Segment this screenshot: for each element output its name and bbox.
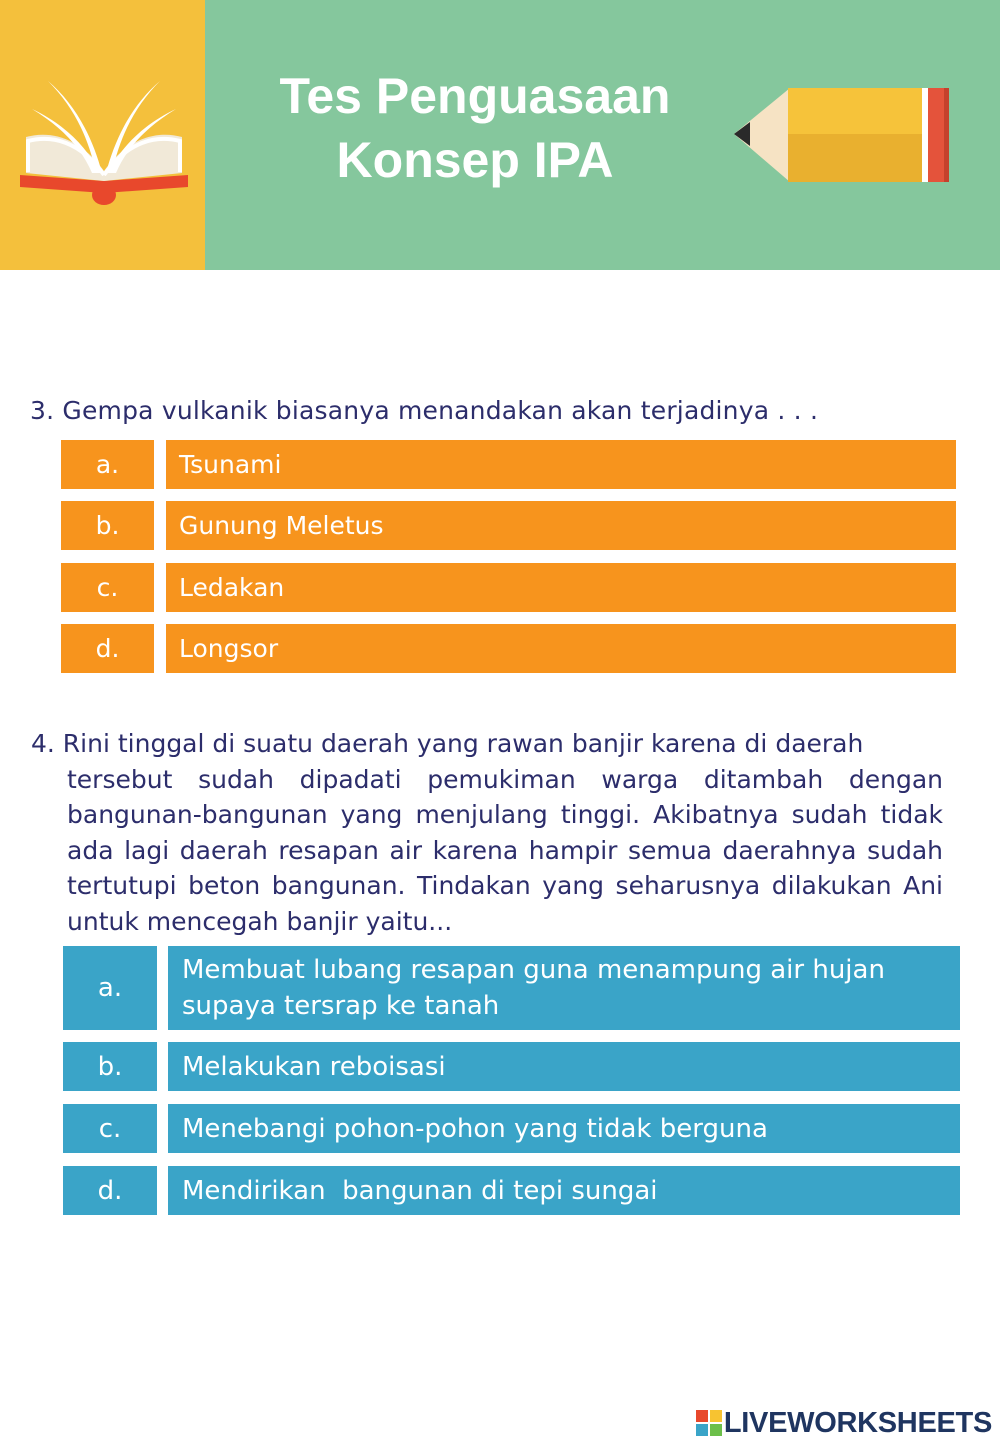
header-banner — [0, 0, 1000, 270]
option-letter: b. — [61, 501, 154, 550]
option-answer: Menebangi pohon-pohon yang tidak berguna — [168, 1104, 960, 1153]
q3-option-d[interactable] — [61, 624, 956, 673]
q3-option-c[interactable] — [61, 563, 956, 612]
option-letter: c. — [61, 563, 154, 612]
question-3-text: 3. Gempa vulkanik biasanya menandakan akan terjadinya . . . — [30, 396, 819, 425]
page-title-line2: Konsep IPA — [336, 132, 614, 188]
liveworksheets-brand: LIVEWORKSHEETS — [723, 1406, 992, 1439]
option-letter: b. — [63, 1042, 157, 1091]
q4-option-d[interactable] — [63, 1166, 960, 1215]
option-answer: Longsor — [166, 624, 956, 673]
option-answer: Membuat lubang resapan guna menampung air hujan supaya tersrap ke tanah — [168, 946, 960, 1030]
page-title — [245, 64, 705, 192]
q3-option-a[interactable] — [61, 440, 956, 489]
open-book-icon — [18, 75, 190, 210]
option-letter: d. — [63, 1166, 157, 1215]
liveworksheets-logo[interactable] — [696, 1407, 992, 1439]
option-answer: Tsunami — [166, 440, 956, 489]
option-answer: Ledakan — [166, 563, 956, 612]
option-letter: d. — [61, 624, 154, 673]
pencil-icon — [732, 86, 954, 186]
question-4-text — [31, 726, 943, 939]
q4-option-b[interactable] — [63, 1042, 960, 1091]
header-left-panel — [0, 0, 205, 270]
option-answer: Melakukan reboisasi — [168, 1042, 960, 1091]
question-4-first-line: 4. Rini tinggal di suatu daerah yang rawan banjir karena di daerah — [31, 729, 864, 758]
page-title-line1: Tes Penguasaan — [279, 68, 671, 124]
liveworksheets-logo-icon — [696, 1410, 722, 1436]
option-answer: Gunung Meletus — [166, 501, 956, 550]
question-4-continuation: tersebut sudah dipadati pemukiman warga ditambah dengan bangunan-bangunan yang menjulang tinggi. Akibatnya sudah tidak ada lagi daerah resapan air karena hampir semua daerahnya sudah tertutupi beton bangunan. Tindakan yang seharusnya dilakukan Ani untuk mencegah banjir yaitu... — [67, 764, 943, 936]
option-letter: a. — [61, 440, 154, 489]
option-answer: Mendirikan bangunan di tepi sungai — [168, 1166, 960, 1215]
q4-option-a[interactable] — [63, 946, 960, 1030]
option-letter: c. — [63, 1104, 157, 1153]
q3-option-b[interactable] — [61, 501, 956, 550]
option-letter: a. — [63, 946, 157, 1030]
q4-option-c[interactable] — [63, 1104, 960, 1153]
